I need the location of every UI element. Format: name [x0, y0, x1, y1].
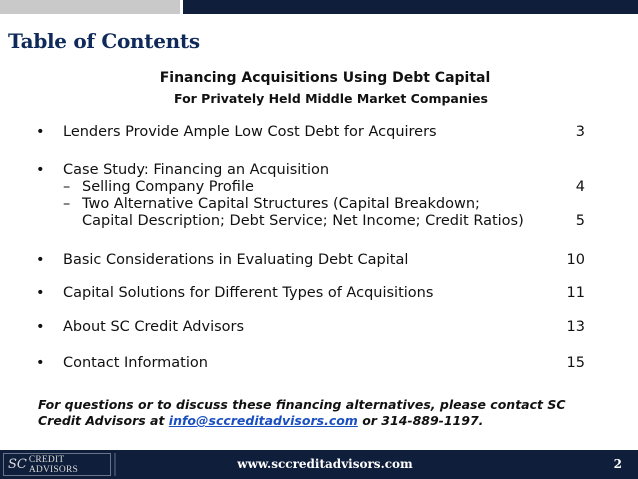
dash-icon: – — [63, 179, 71, 195]
top-bar-light-segment — [0, 0, 180, 14]
toc-item-label: About SC Credit Advisors — [63, 319, 245, 335]
toc-item-page: 15 — [566, 355, 585, 371]
contact-note — [38, 397, 608, 429]
toc-subitem-label: Selling Company Profile — [82, 179, 254, 195]
bullet-icon: • — [36, 355, 45, 371]
toc-subitem-label-line2: Capital Description; Debt Service; Net Income; Credit Ratios) — [82, 213, 524, 229]
footer-bar — [0, 450, 638, 479]
toc-item-page: 3 — [575, 124, 585, 140]
bullet-icon: • — [36, 162, 45, 178]
logo-mark: SC — [8, 457, 27, 472]
bullet-icon: • — [36, 252, 45, 268]
contact-note-text: For questions or to discuss these financing alternatives, please contact SC Credit Advisors at — [38, 397, 566, 428]
page-title: Table of Contents — [8, 29, 200, 53]
toc-item-page: 13 — [566, 319, 585, 335]
toc-subitem-label-line1: Two Alternative Capital Structures (Capital Breakdown; — [82, 196, 480, 212]
document-subtitle-secondary: For Privately Held Middle Market Companies — [174, 91, 488, 106]
toc-item-label: Lenders Provide Ample Low Cost Debt for Acquirers — [63, 124, 437, 140]
bullet-icon: • — [36, 319, 45, 335]
toc-item-label: Case Study: Financing an Acquisition — [63, 162, 330, 178]
logo-text: CREDIT ADVISORS — [28, 454, 78, 475]
document-subtitle: Financing Acquisitions Using Debt Capital — [159, 70, 491, 86]
toc-item-label: Contact Information — [63, 355, 208, 371]
contact-email-link[interactable]: info@sccreditadvisors.com — [168, 413, 358, 428]
footer-page-number: 2 — [613, 457, 622, 471]
toc-item-page: 10 — [566, 252, 585, 268]
toc-subitem-page: 4 — [575, 179, 585, 195]
bullet-icon: • — [36, 124, 45, 140]
top-bar-dark-segment — [183, 0, 638, 14]
footer-website[interactable]: www.sccreditadvisors.com — [237, 457, 413, 471]
toc-item-page: 11 — [566, 285, 585, 301]
bullet-icon: • — [36, 285, 45, 301]
dash-icon: – — [63, 196, 71, 212]
top-decorative-bar — [0, 0, 638, 14]
contact-note-phone: or 314-889-1197. — [357, 413, 484, 428]
toc-item-label: Basic Considerations in Evaluating Debt Capital — [63, 252, 409, 268]
toc-subitem-page: 5 — [575, 213, 585, 229]
toc-item-label: Capital Solutions for Different Types of Acquisitions — [63, 285, 434, 301]
